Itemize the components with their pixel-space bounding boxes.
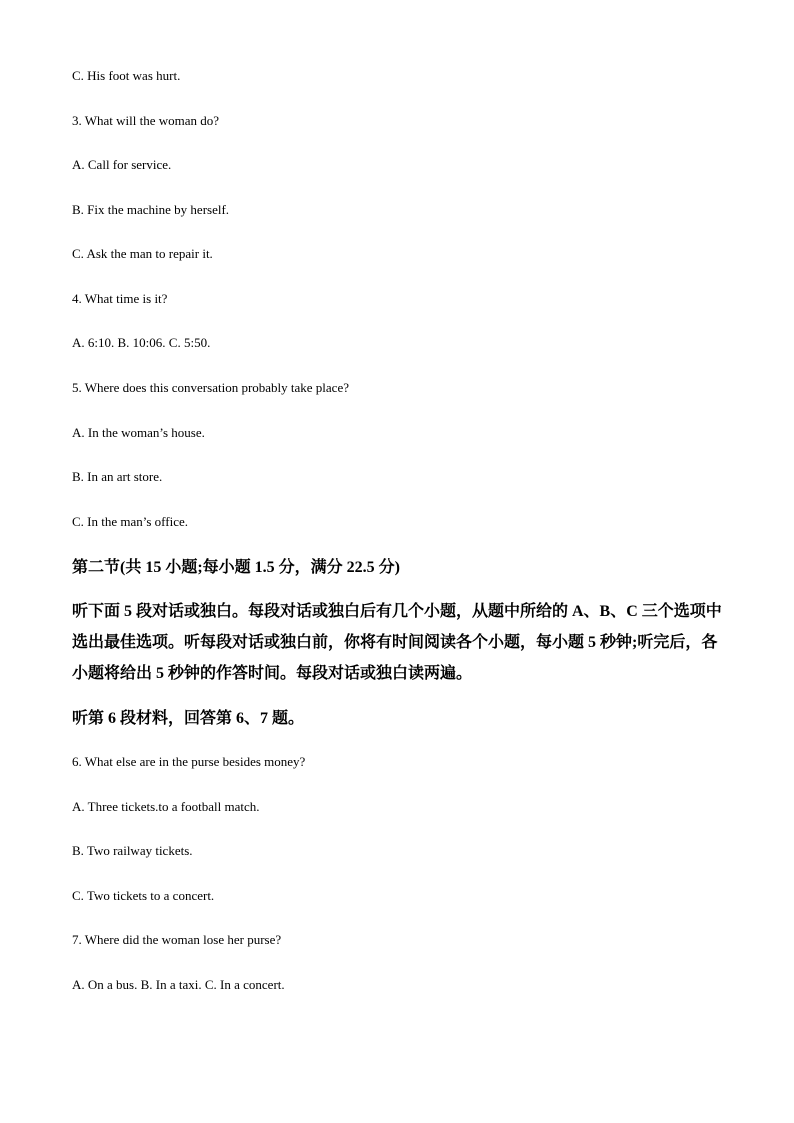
- section-instructions: 听下面 5 段对话或独白。每段对话或独白后有几个小题，从题中所给的 A、B、C 三个选项中选出最佳选项。听每段对话或独白前，你将有时间阅读各个小题，每小题 5 秒钟;听完后，各小题将给出 5 秒钟的作答时间。每段对话或独白读两遍。: [72, 603, 722, 682]
- option-text: B. Fix the machine by herself.: [72, 202, 230, 217]
- option-text: C. Two tickets to a concert.: [72, 888, 215, 903]
- option-text: B. Two railway tickets.: [72, 843, 193, 858]
- question-text: 3. What will the woman do?: [72, 113, 220, 128]
- option-text: A. Call for service.: [72, 157, 172, 172]
- question-text: 4. What time is it?: [72, 291, 168, 306]
- option-text: B. In an art store.: [72, 469, 163, 484]
- option-text: C. In the man’s office.: [72, 514, 189, 529]
- segment-header: 听第 6 段材料，回答第 6、7 题。: [72, 710, 305, 727]
- question-text: 7. Where did the woman lose her purse?: [72, 932, 282, 947]
- option-text: A. 6:10. B. 10:06. C. 5:50.: [72, 335, 211, 350]
- question-text: 5. Where does this conversation probably take place?: [72, 380, 349, 395]
- question-text: 6. What else are in the purse besides money?: [72, 754, 306, 769]
- option-text: C. His foot was hurt.: [72, 68, 181, 83]
- option-text: C. Ask the man to repair it.: [72, 246, 213, 261]
- section-title: 第二节(共 15 小题;每小题 1.5 分，满分 22.5 分): [72, 559, 400, 576]
- option-text: A. In the woman’s house.: [72, 425, 205, 440]
- option-text: A. On a bus. B. In a taxi. C. In a concert.: [72, 977, 285, 992]
- option-text: A. Three tickets.to a football match.: [72, 799, 260, 814]
